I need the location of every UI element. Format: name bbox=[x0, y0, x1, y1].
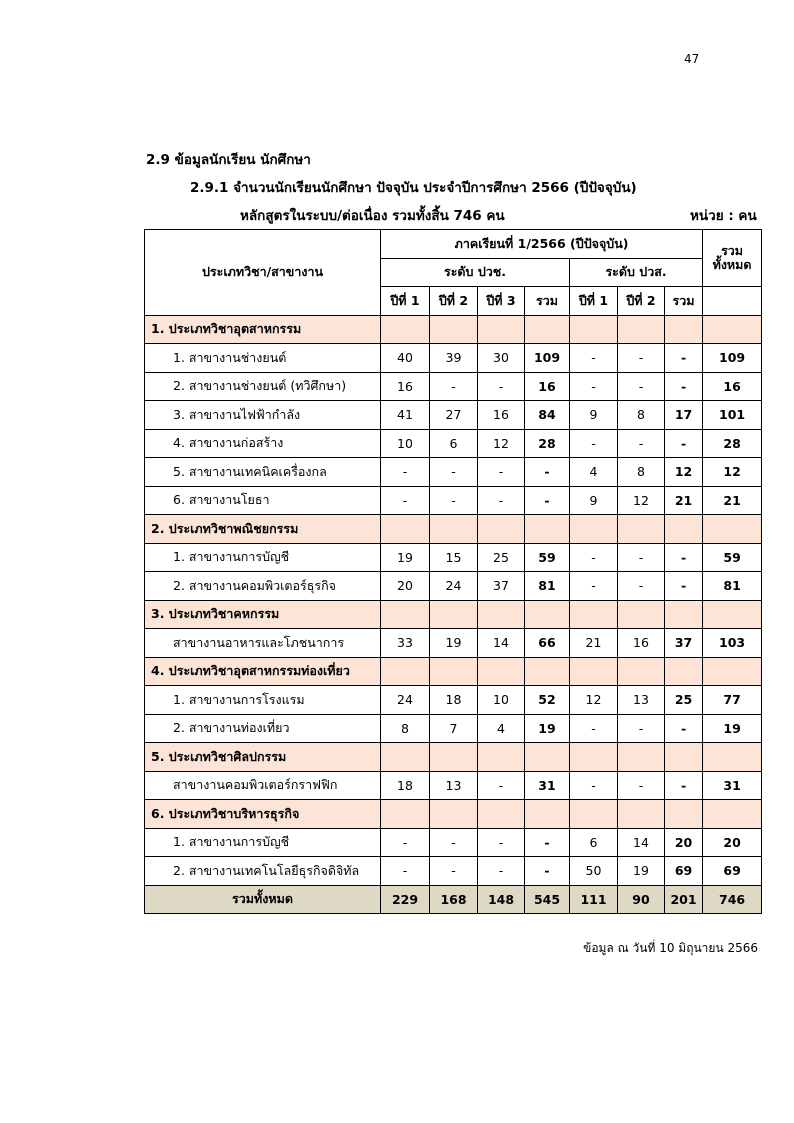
count-cell: 14 bbox=[618, 828, 665, 857]
count-cell: - bbox=[478, 857, 525, 886]
count-cell: 18 bbox=[381, 771, 430, 800]
branch-label: 1. สาขางานช่างยนต์ bbox=[145, 344, 381, 373]
grand-total-cell: 229 bbox=[381, 885, 430, 914]
category-empty-cell bbox=[703, 800, 762, 829]
branch-row bbox=[145, 572, 762, 601]
branch-row bbox=[145, 401, 762, 430]
branch-label: 3. สาขางานไฟฟ้ากำลัง bbox=[145, 401, 381, 430]
count-cell: 19 bbox=[618, 857, 665, 886]
count-cell: 30 bbox=[478, 344, 525, 373]
count-cell: 21 bbox=[570, 629, 618, 658]
header-pvc-year3: ปีที่ 3 bbox=[478, 287, 525, 316]
count-cell: 16 bbox=[381, 372, 430, 401]
branch-row bbox=[145, 828, 762, 857]
category-empty-cell bbox=[478, 800, 525, 829]
count-cell: 4 bbox=[570, 458, 618, 487]
category-row bbox=[145, 743, 762, 772]
branch-label: สาขางานอาหารและโภชนาการ bbox=[145, 629, 381, 658]
grand-total-cell: 111 bbox=[570, 885, 618, 914]
category-empty-cell bbox=[381, 800, 430, 829]
category-row bbox=[145, 515, 762, 544]
branch-label: 1. สาขางานการบัญชี bbox=[145, 543, 381, 572]
count-cell: 9 bbox=[570, 486, 618, 515]
count-cell: - bbox=[570, 771, 618, 800]
category-empty-cell bbox=[665, 657, 703, 686]
count-cell: 81 bbox=[703, 572, 762, 601]
category-empty-cell bbox=[525, 657, 570, 686]
count-cell: 10 bbox=[478, 686, 525, 715]
count-cell: - bbox=[618, 714, 665, 743]
category-empty-cell bbox=[703, 515, 762, 544]
count-cell: - bbox=[665, 372, 703, 401]
category-empty-cell bbox=[478, 600, 525, 629]
count-cell: 31 bbox=[525, 771, 570, 800]
count-cell: 16 bbox=[703, 372, 762, 401]
count-cell: 41 bbox=[381, 401, 430, 430]
category-empty-cell bbox=[525, 600, 570, 629]
header-pvc-year2: ปีที่ 2 bbox=[430, 287, 478, 316]
branch-row bbox=[145, 857, 762, 886]
count-cell: 12 bbox=[665, 458, 703, 487]
count-cell: - bbox=[525, 857, 570, 886]
count-cell: - bbox=[570, 429, 618, 458]
header-hvc-year2: ปีที่ 2 bbox=[618, 287, 665, 316]
category-row bbox=[145, 657, 762, 686]
count-cell: - bbox=[430, 486, 478, 515]
category-empty-cell bbox=[618, 743, 665, 772]
count-cell: - bbox=[618, 771, 665, 800]
category-empty-cell bbox=[381, 657, 430, 686]
grand-total-cell: 168 bbox=[430, 885, 478, 914]
count-cell: - bbox=[381, 857, 430, 886]
count-cell: - bbox=[478, 486, 525, 515]
branch-label: 2. สาขางานช่างยนต์ (ทวิศึกษา) bbox=[145, 372, 381, 401]
category-empty-cell bbox=[430, 315, 478, 344]
count-cell: 50 bbox=[570, 857, 618, 886]
branch-label: 1. สาขางานการโรงแรม bbox=[145, 686, 381, 715]
count-cell: 7 bbox=[430, 714, 478, 743]
category-empty-cell bbox=[665, 743, 703, 772]
category-empty-cell bbox=[703, 657, 762, 686]
grand-total-label: รวมทั้งหมด bbox=[145, 885, 381, 914]
count-cell: - bbox=[665, 543, 703, 572]
count-cell: 19 bbox=[703, 714, 762, 743]
count-cell: - bbox=[618, 344, 665, 373]
count-cell: 15 bbox=[430, 543, 478, 572]
grand-total-cell: 90 bbox=[618, 885, 665, 914]
count-cell: 52 bbox=[525, 686, 570, 715]
header-pvc: ระดับ ปวช. bbox=[381, 258, 570, 287]
category-empty-cell bbox=[703, 600, 762, 629]
category-empty-cell bbox=[381, 315, 430, 344]
table-body bbox=[145, 315, 762, 885]
branch-row bbox=[145, 686, 762, 715]
category-empty-cell bbox=[618, 515, 665, 544]
count-cell: 6 bbox=[430, 429, 478, 458]
count-cell: 28 bbox=[703, 429, 762, 458]
category-empty-cell bbox=[430, 515, 478, 544]
count-cell: 12 bbox=[478, 429, 525, 458]
category-empty-cell bbox=[618, 315, 665, 344]
count-cell: - bbox=[478, 828, 525, 857]
count-cell: 37 bbox=[478, 572, 525, 601]
count-cell: - bbox=[381, 828, 430, 857]
category-empty-cell bbox=[665, 315, 703, 344]
count-cell: - bbox=[618, 543, 665, 572]
category-row bbox=[145, 315, 762, 344]
count-cell: - bbox=[381, 458, 430, 487]
count-cell: - bbox=[665, 714, 703, 743]
category-empty-cell bbox=[381, 743, 430, 772]
category-empty-cell bbox=[430, 657, 478, 686]
count-cell: - bbox=[525, 458, 570, 487]
category-empty-cell bbox=[570, 600, 618, 629]
count-cell: 13 bbox=[618, 686, 665, 715]
count-cell: - bbox=[478, 458, 525, 487]
count-cell: 21 bbox=[703, 486, 762, 515]
count-cell: 16 bbox=[478, 401, 525, 430]
count-cell: - bbox=[381, 486, 430, 515]
branch-label: 1. สาขางานการบัญชี bbox=[145, 828, 381, 857]
category-empty-cell bbox=[525, 515, 570, 544]
count-cell: 59 bbox=[525, 543, 570, 572]
count-cell: - bbox=[665, 771, 703, 800]
sub-title: 2.9.1 จำนวนนักเรียนนักศึกษา ปัจจุบัน ประจำปีการศึกษา 2566 (ปีปัจจุบัน) bbox=[190, 180, 637, 196]
count-cell: 28 bbox=[525, 429, 570, 458]
count-cell: 20 bbox=[703, 828, 762, 857]
count-cell: 103 bbox=[703, 629, 762, 658]
count-cell: - bbox=[570, 344, 618, 373]
count-cell: - bbox=[525, 486, 570, 515]
count-cell: 69 bbox=[665, 857, 703, 886]
grand-total-cell: 545 bbox=[525, 885, 570, 914]
count-cell: - bbox=[478, 771, 525, 800]
category-row bbox=[145, 800, 762, 829]
header-field: ประเภทวิชา/สาขางาน bbox=[145, 230, 381, 316]
category-empty-cell bbox=[618, 657, 665, 686]
count-cell: 24 bbox=[430, 572, 478, 601]
count-cell: - bbox=[570, 714, 618, 743]
category-empty-cell bbox=[478, 515, 525, 544]
count-cell: - bbox=[478, 372, 525, 401]
count-cell: 10 bbox=[381, 429, 430, 458]
category-empty-cell bbox=[525, 800, 570, 829]
count-cell: 66 bbox=[525, 629, 570, 658]
category-label: 1. ประเภทวิชาอุตสาหกรรม bbox=[145, 315, 381, 344]
branch-row bbox=[145, 543, 762, 572]
count-cell: - bbox=[665, 344, 703, 373]
category-empty-cell bbox=[703, 743, 762, 772]
count-cell: - bbox=[570, 572, 618, 601]
header-total-empty bbox=[703, 287, 762, 316]
count-cell: - bbox=[430, 372, 478, 401]
branch-row bbox=[145, 629, 762, 658]
branch-row bbox=[145, 458, 762, 487]
count-cell: - bbox=[570, 372, 618, 401]
category-label: 6. ประเภทวิชาบริหารธุรกิจ bbox=[145, 800, 381, 829]
header-pvc-sum: รวม bbox=[525, 287, 570, 316]
category-empty-cell bbox=[381, 515, 430, 544]
grand-total-cell: 201 bbox=[665, 885, 703, 914]
count-cell: 4 bbox=[478, 714, 525, 743]
category-empty-cell bbox=[703, 315, 762, 344]
header-hvc: ระดับ ปวส. bbox=[570, 258, 703, 287]
count-cell: 27 bbox=[430, 401, 478, 430]
category-row bbox=[145, 600, 762, 629]
count-cell: 40 bbox=[381, 344, 430, 373]
count-cell: 13 bbox=[430, 771, 478, 800]
page-number: 47 bbox=[684, 52, 700, 66]
count-cell: - bbox=[665, 429, 703, 458]
count-cell: 19 bbox=[381, 543, 430, 572]
count-cell: 25 bbox=[665, 686, 703, 715]
header-grand-total-line1: รวม bbox=[721, 242, 744, 258]
count-cell: 25 bbox=[478, 543, 525, 572]
grand-total-row bbox=[145, 885, 762, 914]
count-cell: 84 bbox=[525, 401, 570, 430]
branch-label: 2. สาขางานเทคโนโลยีธุรกิจดิจิทัล bbox=[145, 857, 381, 886]
header-grand-total-line2: ทั้งหมด bbox=[712, 257, 752, 272]
count-cell: 12 bbox=[703, 458, 762, 487]
count-cell: 21 bbox=[665, 486, 703, 515]
category-empty-cell bbox=[665, 600, 703, 629]
count-cell: - bbox=[525, 828, 570, 857]
count-cell: 33 bbox=[381, 629, 430, 658]
branch-row bbox=[145, 372, 762, 401]
count-cell: 19 bbox=[525, 714, 570, 743]
curriculum-total-line: หลักสูตรในระบบ/ต่อเนื่อง รวมทั้งสิ้น 746 คน bbox=[240, 208, 505, 224]
category-empty-cell bbox=[665, 515, 703, 544]
count-cell: - bbox=[618, 572, 665, 601]
branch-label: 2. สาขางานคอมพิวเตอร์ธุรกิจ bbox=[145, 572, 381, 601]
category-empty-cell bbox=[478, 315, 525, 344]
count-cell: 59 bbox=[703, 543, 762, 572]
count-cell: 20 bbox=[665, 828, 703, 857]
branch-label: สาขางานคอมพิวเตอร์กราฟฟิก bbox=[145, 771, 381, 800]
count-cell: - bbox=[430, 458, 478, 487]
grand-total-cell: 746 bbox=[703, 885, 762, 914]
count-cell: 37 bbox=[665, 629, 703, 658]
category-empty-cell bbox=[430, 600, 478, 629]
category-empty-cell bbox=[618, 600, 665, 629]
unit-label: หน่วย : คน bbox=[690, 208, 757, 224]
category-empty-cell bbox=[525, 743, 570, 772]
header-grand-total bbox=[703, 230, 762, 287]
count-cell: - bbox=[618, 372, 665, 401]
count-cell: 8 bbox=[618, 401, 665, 430]
category-label: 4. ประเภทวิชาอุตสาหกรรมท่องเที่ยว bbox=[145, 657, 381, 686]
header-pvc-year1: ปีที่ 1 bbox=[381, 287, 430, 316]
category-empty-cell bbox=[570, 657, 618, 686]
count-cell: 16 bbox=[618, 629, 665, 658]
count-cell: 109 bbox=[525, 344, 570, 373]
branch-label: 5. สาขางานเทคนิคเครื่องกล bbox=[145, 458, 381, 487]
branch-row bbox=[145, 771, 762, 800]
header-semester: ภาคเรียนที่ 1/2566 (ปีปัจจุบัน) bbox=[381, 230, 703, 259]
category-label: 5. ประเภทวิชาศิลปกรรม bbox=[145, 743, 381, 772]
header-hvc-year1: ปีที่ 1 bbox=[570, 287, 618, 316]
count-cell: 6 bbox=[570, 828, 618, 857]
count-cell: 16 bbox=[525, 372, 570, 401]
count-cell: 12 bbox=[618, 486, 665, 515]
branch-row bbox=[145, 344, 762, 373]
category-label: 3. ประเภทวิชาคหกรรม bbox=[145, 600, 381, 629]
count-cell: 69 bbox=[703, 857, 762, 886]
data-as-of-note: ข้อมูล ณ วันที่ 10 มิถุนายน 2566 bbox=[583, 941, 758, 955]
count-cell: - bbox=[430, 857, 478, 886]
count-cell: 9 bbox=[570, 401, 618, 430]
branch-label: 4. สาขางานก่อสร้าง bbox=[145, 429, 381, 458]
category-empty-cell bbox=[665, 800, 703, 829]
category-empty-cell bbox=[570, 315, 618, 344]
category-empty-cell bbox=[525, 315, 570, 344]
count-cell: 101 bbox=[703, 401, 762, 430]
category-empty-cell bbox=[430, 800, 478, 829]
category-empty-cell bbox=[570, 800, 618, 829]
count-cell: - bbox=[665, 572, 703, 601]
count-cell: - bbox=[570, 543, 618, 572]
count-cell: 17 bbox=[665, 401, 703, 430]
count-cell: 14 bbox=[478, 629, 525, 658]
category-empty-cell bbox=[430, 743, 478, 772]
category-empty-cell bbox=[618, 800, 665, 829]
branch-label: 6. สาขางานโยธา bbox=[145, 486, 381, 515]
count-cell: 77 bbox=[703, 686, 762, 715]
category-label: 2. ประเภทวิชาพณิชยกรรม bbox=[145, 515, 381, 544]
category-empty-cell bbox=[570, 515, 618, 544]
branch-row bbox=[145, 714, 762, 743]
category-empty-cell bbox=[381, 600, 430, 629]
count-cell: 81 bbox=[525, 572, 570, 601]
count-cell: 39 bbox=[430, 344, 478, 373]
count-cell: 109 bbox=[703, 344, 762, 373]
count-cell: 24 bbox=[381, 686, 430, 715]
count-cell: 8 bbox=[381, 714, 430, 743]
category-empty-cell bbox=[478, 743, 525, 772]
count-cell: 19 bbox=[430, 629, 478, 658]
header-hvc-sum: รวม bbox=[665, 287, 703, 316]
count-cell: 20 bbox=[381, 572, 430, 601]
category-empty-cell bbox=[570, 743, 618, 772]
count-cell: 8 bbox=[618, 458, 665, 487]
branch-label: 2. สาขางานท่องเที่ยว bbox=[145, 714, 381, 743]
count-cell: - bbox=[430, 828, 478, 857]
count-cell: 12 bbox=[570, 686, 618, 715]
student-count-table bbox=[144, 229, 762, 914]
section-title: 2.9 ข้อมูลนักเรียน นักศึกษา bbox=[146, 152, 311, 168]
grand-total-cell: 148 bbox=[478, 885, 525, 914]
branch-row bbox=[145, 429, 762, 458]
count-cell: 31 bbox=[703, 771, 762, 800]
count-cell: 18 bbox=[430, 686, 478, 715]
category-empty-cell bbox=[478, 657, 525, 686]
branch-row bbox=[145, 486, 762, 515]
count-cell: - bbox=[618, 429, 665, 458]
